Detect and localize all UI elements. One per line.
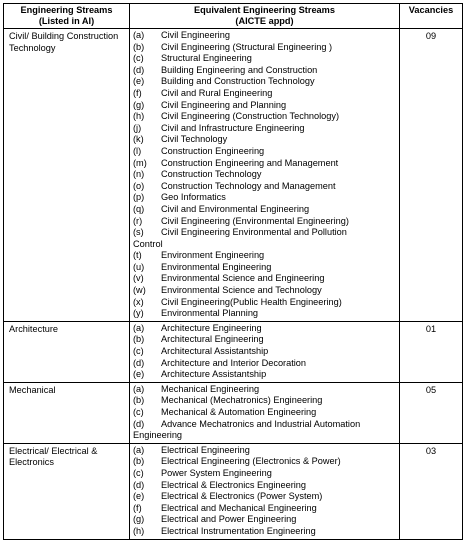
- item-label: (h): [133, 111, 145, 122]
- item-label: (e): [133, 76, 145, 87]
- header-equivalent-title: Equivalent Engineering Streams: [194, 5, 335, 15]
- vacancies-count: 05: [400, 382, 463, 443]
- header-streams-title: Engineering Streams: [20, 5, 113, 15]
- item-text: Power System Engineering: [161, 467, 272, 478]
- item-text: Civil Engineering (Environmental Engineering): [161, 215, 349, 226]
- item-label: (v): [133, 273, 144, 284]
- list-item: [130, 369, 399, 381]
- list-item: [130, 445, 399, 457]
- item-text: Architecture Assistantship: [161, 369, 267, 380]
- list-item: [130, 169, 399, 181]
- list-item: [130, 204, 399, 216]
- stream-name: Civil/ Building Construction Technology: [4, 29, 130, 322]
- list-item: [130, 285, 399, 297]
- list-item: [130, 88, 399, 100]
- item-text: Electrical & Electronics Engineering: [161, 479, 307, 490]
- vacancies-count: 03: [400, 443, 463, 539]
- item-label: (u): [133, 261, 145, 272]
- list-item: [130, 334, 399, 346]
- item-text: Civil Engineering: [161, 30, 230, 40]
- item-label: (f): [133, 87, 142, 98]
- stream-name: Electrical/ Electrical & Electronics: [4, 443, 130, 539]
- header-streams-subtitle: (Listed in AI): [38, 16, 95, 26]
- item-text: Mechanical (Mechatronics) Engineering: [161, 395, 323, 406]
- stream-name: Architecture: [4, 321, 130, 382]
- equivalent-streams-list: [130, 321, 400, 382]
- table-body: [4, 29, 463, 540]
- item-label: (a): [133, 30, 145, 40]
- item-label: (c): [133, 346, 144, 357]
- item-text: Civil and Environmental Engineering: [161, 203, 310, 214]
- item-label: (f): [133, 502, 142, 513]
- item-text: Electrical and Mechanical Engineering: [161, 502, 317, 513]
- item-label: (l): [133, 145, 142, 156]
- list-item: [130, 100, 399, 112]
- item-label: (k): [133, 134, 144, 145]
- item-text: Civil Technology: [161, 134, 228, 145]
- item-text: Structural Engineering: [161, 53, 252, 64]
- list-item: [130, 123, 399, 135]
- item-label: (h): [133, 525, 145, 536]
- item-label: (a): [133, 383, 145, 394]
- item-text: Architecture Engineering: [161, 322, 262, 333]
- stream-name: Mechanical: [4, 382, 130, 443]
- item-label: (j): [133, 122, 142, 133]
- list-item: [130, 53, 399, 65]
- item-text: Environment Engineering: [161, 250, 265, 261]
- list-item: [130, 42, 399, 54]
- header-equivalent-subtitle: (AICTE appd): [235, 16, 294, 26]
- list-item: [130, 181, 399, 193]
- item-text: Electrical Instrumentation Engineering: [161, 525, 316, 536]
- item-label: (e): [133, 491, 145, 502]
- item-label: (b): [133, 41, 145, 52]
- list-item: [130, 227, 399, 239]
- item-text: Electrical Engineering (Electronics & Power): [161, 456, 341, 467]
- item-label: (b): [133, 456, 145, 467]
- item-text: Electrical & Electronics (Power System): [161, 491, 323, 502]
- item-text: Environmental Science and Engineering: [161, 273, 325, 284]
- item-text: Construction Engineering and Management: [161, 157, 339, 168]
- item-label: (d): [133, 418, 145, 429]
- item-label: (c): [133, 53, 144, 64]
- item-text: Environmental Science and Technology: [161, 285, 322, 296]
- item-text: Civil Engineering Environmental and Pollution: [161, 227, 347, 238]
- list-item: [130, 407, 399, 419]
- list-item: [130, 308, 399, 320]
- list-item: [130, 395, 399, 407]
- list-item: [130, 384, 399, 396]
- list-item: [130, 468, 399, 480]
- list-item: [130, 146, 399, 158]
- item-label: (s): [133, 227, 144, 238]
- header-equivalent-streams: [130, 4, 400, 29]
- list-item: [130, 111, 399, 123]
- equivalent-streams-list: [130, 29, 400, 322]
- item-text: Architecture and Interior Decoration: [161, 357, 307, 368]
- item-label: (g): [133, 514, 145, 525]
- item-text: Mechanical & Automation Engineering: [161, 407, 317, 417]
- list-item: [130, 216, 399, 228]
- item-text: Civil and Rural Engineering: [161, 87, 273, 98]
- item-label: (d): [133, 357, 145, 368]
- item-label: (g): [133, 99, 145, 110]
- list-item: [130, 192, 399, 204]
- item-text: Civil Engineering(Public Health Engineering): [161, 296, 342, 307]
- list-item: [130, 480, 399, 492]
- item-text: Civil Engineering (Construction Technology): [161, 111, 340, 122]
- list-item: [130, 76, 399, 88]
- engineering-streams-table: [3, 3, 463, 540]
- table-row: [4, 29, 463, 322]
- item-text: Architectural Engineering: [161, 334, 264, 345]
- item-label: (x): [133, 296, 144, 307]
- item-text: Construction Engineering: [161, 145, 265, 156]
- item-text: Electrical Engineering: [161, 444, 250, 455]
- item-label: (e): [133, 369, 145, 380]
- table-row: [4, 382, 463, 443]
- item-continuation: Engineering: [133, 430, 183, 441]
- list-item: [130, 526, 399, 538]
- item-text: Building Engineering and Construction: [161, 64, 318, 75]
- list-item: [130, 456, 399, 468]
- item-text: Building and Construction Technology: [161, 76, 315, 87]
- item-label: (d): [133, 64, 145, 75]
- list-item: [130, 297, 399, 309]
- item-label: (w): [133, 285, 146, 296]
- item-continuation: Control: [133, 238, 163, 249]
- list-item: [130, 514, 399, 526]
- vacancies-count: 01: [400, 321, 463, 382]
- list-item: [130, 503, 399, 515]
- list-item: [130, 262, 399, 274]
- item-text: Geo Informatics: [161, 192, 226, 203]
- item-label: (m): [133, 157, 147, 168]
- table-row: [4, 443, 463, 539]
- item-text: Environmental Engineering: [161, 261, 272, 272]
- item-label: (b): [133, 395, 145, 406]
- item-text: Civil Engineering and Planning: [161, 99, 287, 110]
- list-item: [130, 358, 399, 370]
- item-text: Electrical and Power Engineering: [161, 514, 297, 525]
- item-label: (b): [133, 334, 145, 345]
- item-text: Architectural Assistantship: [161, 346, 269, 357]
- item-label: (a): [133, 444, 145, 455]
- item-text: Construction Technology: [161, 169, 262, 180]
- equivalent-streams-list: [130, 382, 400, 443]
- vacancies-count: 09: [400, 29, 463, 322]
- item-label: (d): [133, 479, 145, 490]
- list-item: [130, 30, 399, 42]
- header-row: [4, 4, 463, 29]
- item-text: Advance Mechatronics and Industrial Automation: [161, 418, 361, 429]
- item-label: (c): [133, 467, 144, 478]
- list-item: [130, 250, 399, 262]
- item-label: (p): [133, 192, 145, 203]
- item-label: (n): [133, 169, 145, 180]
- item-label: (a): [133, 322, 145, 333]
- list-item: [130, 346, 399, 358]
- item-text: Civil and Infrastructure Engineering: [161, 122, 305, 133]
- item-text: Environmental Planning: [161, 308, 259, 319]
- item-label: (r): [133, 215, 143, 226]
- item-label: (y): [133, 308, 144, 319]
- list-item: [130, 419, 399, 431]
- item-text: Mechanical Engineering: [161, 383, 260, 394]
- header-vacancies: Vacancies: [400, 4, 463, 29]
- item-label: (q): [133, 203, 145, 214]
- list-item: [130, 65, 399, 77]
- item-label: (t): [133, 250, 142, 261]
- equivalent-streams-list: [130, 443, 400, 539]
- header-engineering-streams: [4, 4, 130, 29]
- list-item: [130, 323, 399, 335]
- item-text: Civil Engineering (Structural Engineering ): [161, 41, 333, 52]
- item-label: (o): [133, 180, 145, 191]
- list-item: [130, 134, 399, 146]
- list-item: [130, 491, 399, 503]
- table-row: [4, 321, 463, 382]
- item-text: Construction Technology and Management: [161, 180, 336, 191]
- item-label: (c): [133, 407, 144, 417]
- list-item: [130, 158, 399, 170]
- list-item: [130, 273, 399, 285]
